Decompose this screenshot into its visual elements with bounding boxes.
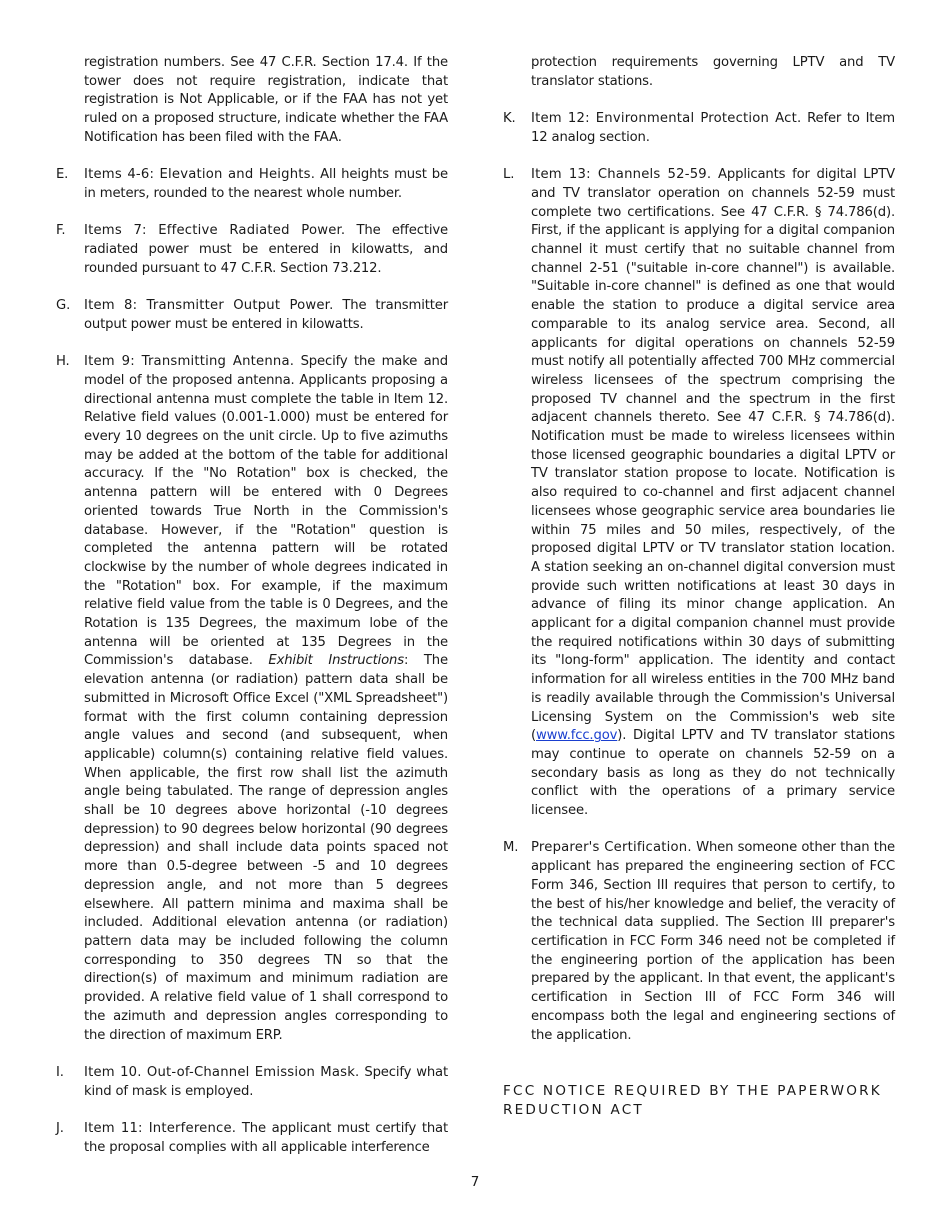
interference-continuation: protection requirements governing LPTV and TV translator stations. (531, 55, 895, 89)
item-m-preparers-certification (503, 839, 895, 1045)
page-number: 7 (470, 1174, 480, 1190)
exhibit-instructions-label: Exhibit Instructions (268, 653, 404, 669)
item-body: Applicants for digital LPTV and TV translator operation on channels 52-59 must complete two certifications. See 47 C.F.R. § 74.786(d). First, if the applicant is applying for a digital companion channel it must certify that no suitable channel from channel 2-51 ("suitable in-core channel") is available. "Suitable in-core channel" is defined as one that would enable the station to produce a digital service area comparable to its analog service area. Second, all applicants for digital operations on channels 52-59 must notify all potentially affected 700 MHz commercial wireless licensees of the spectrum comprising the proposed TV channel and the spectrum in the first adjacent channels thereto. See 47 C.F.R. § 74.786(d). Notification must be made to wireless licensees within those licensed geographic boundaries a digital LPTV or TV translator station propose to locate. Notification is also required to co-channel and first adjacent channel licensees whose geographic service area boundaries lie within 75 miles and 50 miles, respectively, of the proposed digital LPTV or TV translator station location. A station seeking an on-channel digital conversion must provide such written notifications at least 30 days in advance of filing its minor change application. An applicant for a digital companion channel must provide the required notifications within 30 days of submitting its "long-form" application. The identity and contact information for all wireless entities in the 700 MHz band is readily available through the Commission's Universal Licensing System on the Commission's web site ( (531, 167, 895, 744)
item-letter: H. (56, 354, 70, 370)
item-body-continued: ). Digital LPTV and TV translator stations may continue to operate on channels 52-59 on a secondary basis as long as they do not technically conflict with the operations of a primary service licensee. (531, 728, 895, 819)
item-k-environmental-protection (503, 110, 895, 147)
item-heading: Item 13: Channels 52-59. (531, 167, 712, 183)
item-heading: Item 10. Out-of-Channel Emission Mask. (84, 1064, 360, 1080)
item-heading: Items 7: Effective Radiated Power. (84, 223, 346, 239)
item-letter: M. (503, 840, 519, 856)
item-heading: Items 4-6: Elevation and Heights. (84, 167, 316, 183)
item-body: The transmitter output power must be entered in kilowatts. (84, 298, 448, 332)
item-body: Refer to Item 12 analog section. (531, 111, 895, 145)
item-letter: I. (56, 1064, 64, 1080)
item-letter: F. (56, 223, 66, 239)
item-j-interference (56, 1120, 448, 1157)
item-heading: Preparer's Certification. (531, 840, 692, 856)
item-body: Specify the make and model of the proposed antenna. Applicants proposing a directional antenna must complete the table in Item 12. Relative field values (0.001-1.000) must be entered for every 10 degrees on the unit circle. Up to five azimuths may be added at the bottom of the table for additional accuracy. If the "No Rotation" box is checked, the antenna pattern will be entered with 0 Degrees oriented towards True North in the Commission's database. However, if the "Rotation" question is completed the antenna pattern will be rotated clockwise by the number of whole degrees indicated in the "Rotation" box. For example, if the maximum relative field value from the table is 0 Degrees, and the Rotation is 135 Degrees, the maximum lobe of the antenna will be oriented at 135 Degrees in the Commission's database. (84, 354, 448, 669)
item-letter: K. (503, 111, 516, 127)
item-body: All heights must be in meters, rounded to the nearest whole number. (84, 167, 448, 201)
item-body: The effective radiated power must be entered in kilowatts, and rounded pursuant to 47 C.F.R. Section 73.212. (84, 223, 448, 276)
item-letter: L. (503, 167, 515, 183)
left-column (56, 54, 448, 1176)
item-body: When someone other than the applicant has prepared the engineering section of FCC Form 346, Section III requires that person to certify, to the best of his/her knowledge and belief, the veracity of the technical data supplied. The Section III preparer's certification in FCC Form 346 need not be completed if the engineering portion of the application has been prepared by the applicant. In that event, the applicant's certification in Section III of FCC Form 346 will encompass both the legal and engineering sections of the application. (531, 840, 895, 1043)
item-f-effective-radiated-power (56, 222, 448, 278)
item-l-channels-52-59 (503, 166, 895, 821)
item-g-transmitter-output-power (56, 297, 448, 334)
item-e-elevation-heights (56, 166, 448, 203)
item-heading: Item 11: Interference. (84, 1120, 237, 1136)
faa-registration-continuation: registration numbers. See 47 C.F.R. Section 17.4. If the tower does not require registration, indicate that registration is Not Applicable, or if the FAA has not yet ruled on a proposed structure, indicate whether the FAA Notification has been filed with the FAA. (84, 55, 448, 145)
item-body: The applicant must certify that the proposal complies with all applicable interference (84, 1120, 448, 1155)
item-letter: G. (56, 298, 71, 314)
item-heading: Item 12: Environmental Protection Act. (531, 111, 802, 127)
item-body: Specify what kind of mask is employed. (84, 1064, 448, 1099)
item-letter: J. (56, 1120, 64, 1136)
item-letter: E. (56, 167, 69, 183)
paperwork-notice-heading: FCC NOTICE REQUIRED BY THE PAPERWORK REDUCTION ACT (503, 1083, 882, 1118)
fcc-website-link[interactable]: www.fcc.gov (536, 728, 618, 744)
item-heading: Item 9: Transmitting Antenna. (84, 354, 295, 370)
item-body-continued: : The elevation antenna (or radiation) pattern data shall be submitted in Microsoft Office Excel ("XML Spreadsheet") format with the first column containing depression angle values and second (and subsequent, when applicable) column(s) containing relative field values. When applicable, the first row shall list the azimuth angle being tabulated. The range of depression angles shall be 10 degrees above horizontal (-10 degrees depression) to 90 degrees below horizontal (90 degrees depression) and shall include data points spaced not more than 0.5-degree between -5 and 10 degrees depression angle, and not more than 5 degrees elsewhere. All pattern minima and maxima shall be included. Additional elevation antenna (or radiation) pattern data may be included following the column corresponding to 350 degrees TN so that the direction(s) of maximum and minimum radiation are provided. A relative field value of 1 shall correspond to the azimuth and depression angles corresponding to the direction of maximum ERP. (84, 653, 448, 1043)
item-heading: Item 8: Transmitter Output Power. (84, 298, 334, 314)
right-column (503, 54, 895, 1120)
item-h-transmitting-antenna (56, 353, 448, 1045)
item-i-emission-mask (56, 1064, 448, 1101)
